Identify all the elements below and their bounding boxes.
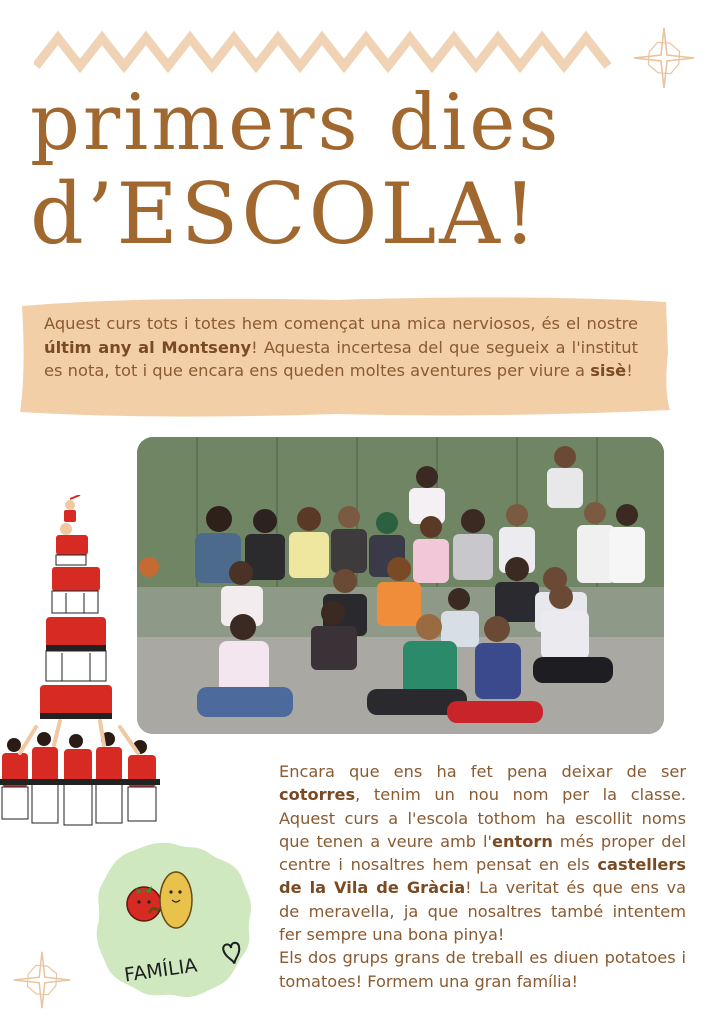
body-paragraph: Encara que ens ha fet pena deixar de ser cotorres, tenim un nou nom per la classe. Aquest curs a l'escola tothom ha escollit noms que tenen a veure amb l'entorn més proper del centre i nosaltres hem pensat en els castellers de la Vila de Gràcia! La veritat és que ens va de meravella, ja que nosaltres també intentem fer sempre una bona pinya! Els dos grups grans de treball es diuen potatoes i tomatoes! Formem una gran família! bbox=[279, 762, 686, 991]
sparkle-star-icon bbox=[632, 26, 696, 90]
intro-highlight-montseny: últim any al Montseny bbox=[44, 337, 252, 357]
body-highlight-entorn: entorn bbox=[491, 831, 553, 851]
intro-paragraph: Aquest curs tots i totes hem començat una mica nerviosos, és el nostre últim any al Montseny! Aquesta incertesa del que segueix a l'institut es nota, tot i que encara ens queden moltes aventures per viure a sisè! bbox=[44, 314, 638, 380]
body-highlight-cotorres: cotorres bbox=[279, 785, 356, 805]
familia-label: FAMÍLIA bbox=[122, 954, 199, 987]
intro-highlight-sise: sisè bbox=[590, 361, 627, 380]
page-title-line-2: d’ESCOLA! bbox=[30, 165, 540, 263]
familia-badge bbox=[94, 840, 254, 1000]
castell-human-tower bbox=[0, 495, 180, 840]
body-highlight-castellers: castellers de la Vila de Gràcia bbox=[279, 855, 686, 898]
zigzag-border bbox=[34, 30, 612, 74]
class-group-photo bbox=[137, 437, 664, 734]
page-title-line-1: primers dies bbox=[30, 78, 562, 168]
sparkle-star-icon bbox=[12, 950, 72, 1010]
